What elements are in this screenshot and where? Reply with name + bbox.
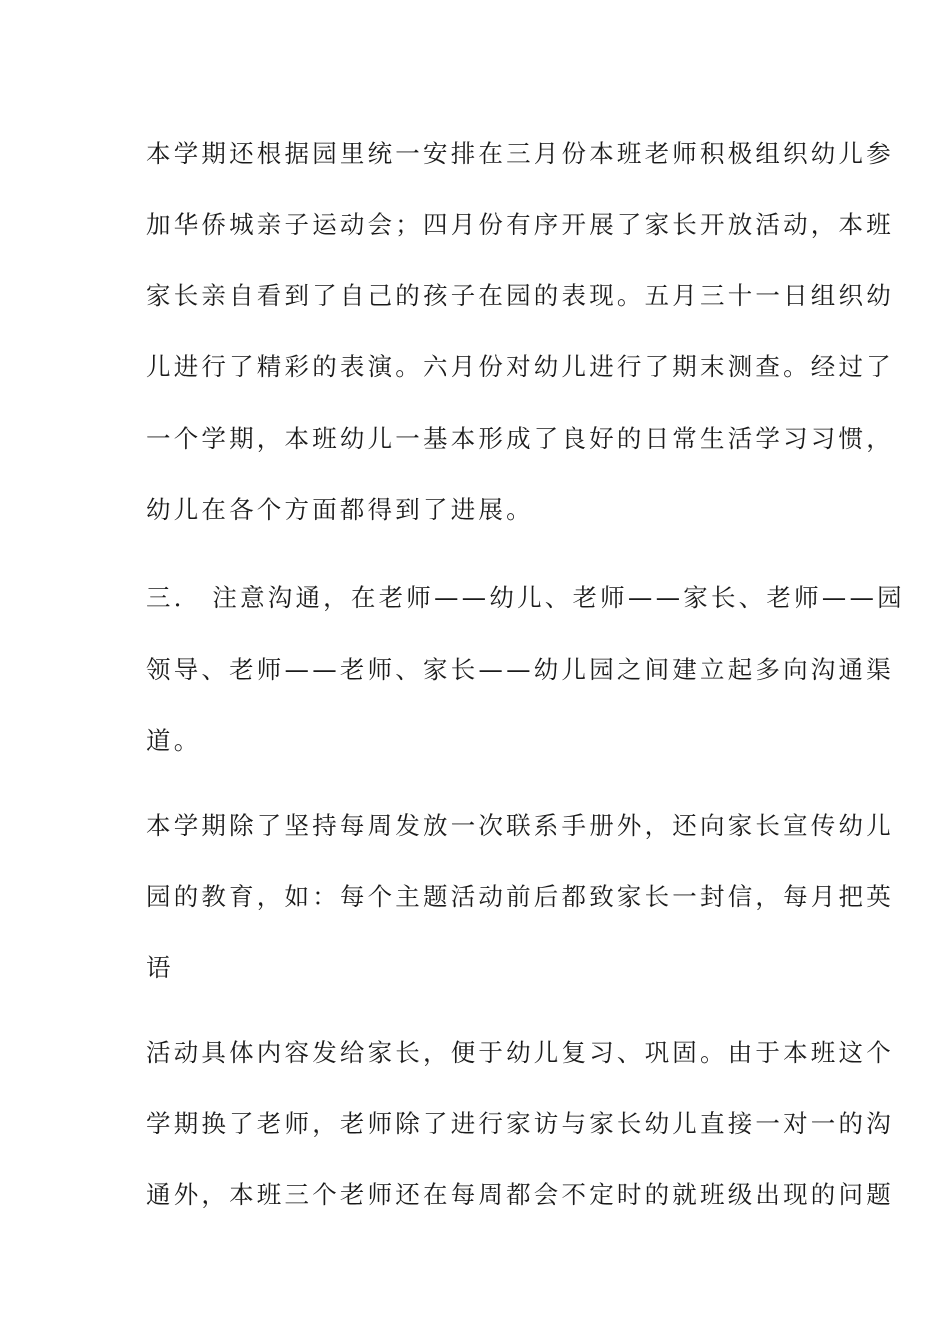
text-line: 领导、老师——老师、家长——幼儿园之间建立起多向沟通渠 <box>146 655 894 684</box>
text-line: 道。 <box>146 726 202 755</box>
text-line: 学期换了老师，老师除了进行家访与家长幼儿直接一对一的沟 <box>146 1109 894 1138</box>
text-line: 幼儿在各个方面都得到了进展。 <box>146 495 534 524</box>
section-heading: 三． 注意沟通，在老师——幼儿、老师——家长、老师——园 <box>146 583 905 612</box>
text-line: 儿进行了精彩的表演。六月份对幼儿进行了期末测查。经过了 <box>146 352 894 381</box>
text-line: 活动具体内容发给家长，便于幼儿复习、巩固。由于本班这个 <box>146 1038 894 1067</box>
text-line: 一个学期，本班幼儿一基本形成了良好的日常生活学习习惯， <box>146 424 894 453</box>
text-line: 本学期还根据园里统一安排在三月份本班老师积极组织幼儿参 <box>146 139 894 168</box>
text-line: 园的教育，如：每个主题活动前后都致家长一封信，每月把英 <box>146 882 894 911</box>
text-line: 语 <box>146 953 174 982</box>
text-line: 加华侨城亲子运动会；四月份有序开展了家长开放活动，本班 <box>146 210 894 239</box>
text-line: 家长亲自看到了自己的孩子在园的表现。五月三十一日组织幼 <box>146 281 894 310</box>
text-line: 本学期除了坚持每周发放一次联系手册外，还向家长宣传幼儿 <box>146 811 894 840</box>
text-line: 通外，本班三个老师还在每周都会不定时的就班级出现的问题 <box>146 1180 894 1209</box>
